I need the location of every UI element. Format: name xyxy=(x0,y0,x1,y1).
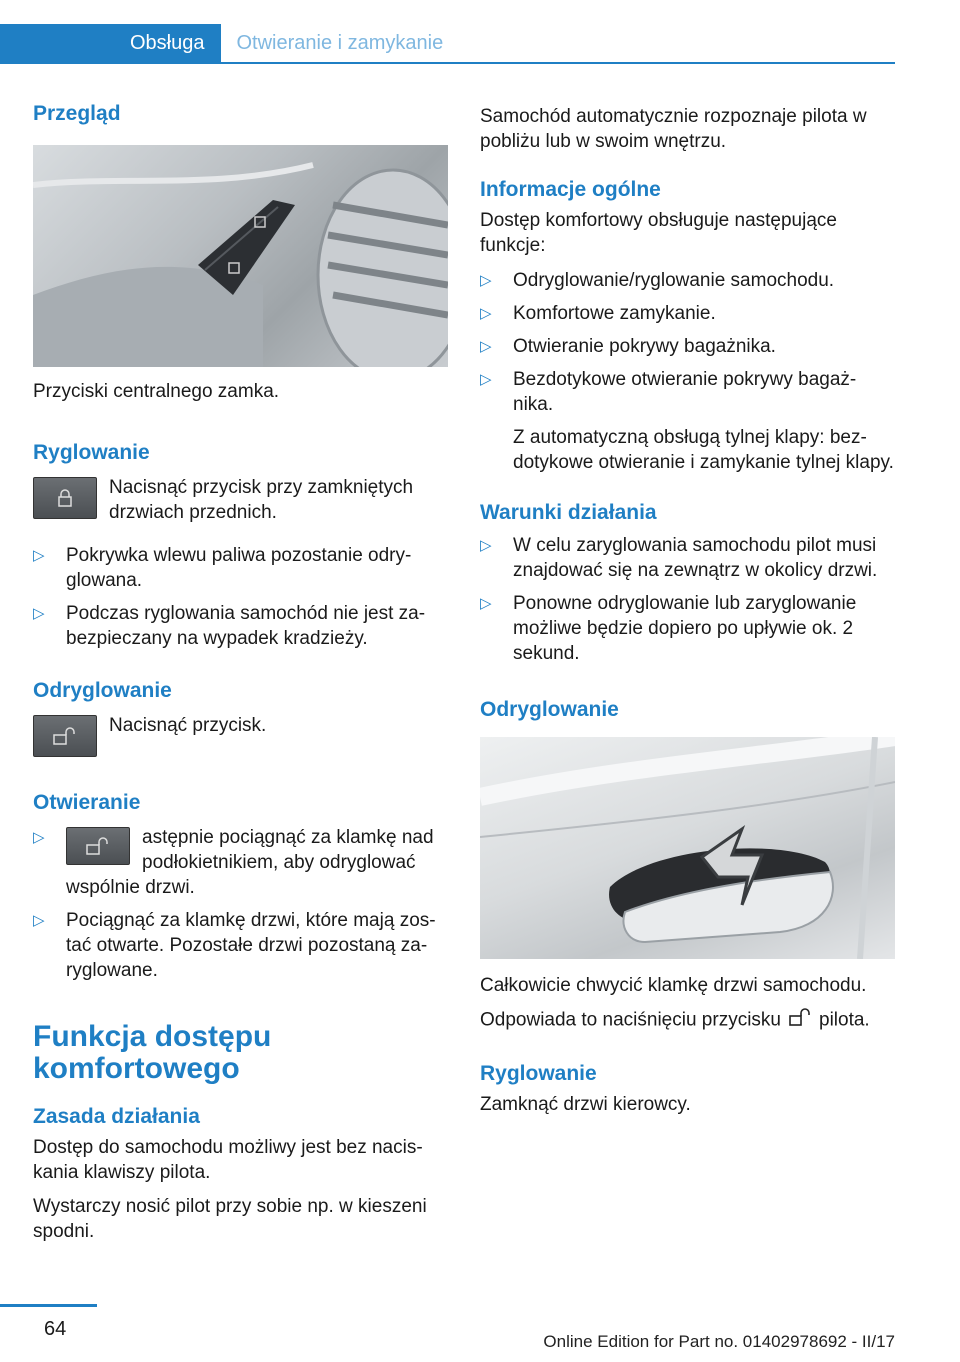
triangle-bullet-icon: ▷ xyxy=(33,605,45,622)
page-number: 64 xyxy=(44,1318,67,1340)
list-item: ▷ Ponowne odryglowanie lub zaryglowanie możliwe będzie dopiero po upływie ok. 2 sekund. xyxy=(480,593,857,664)
unlock-button-icon xyxy=(66,827,130,865)
triangle-bullet-icon: ▷ xyxy=(33,829,45,846)
principle-p2: Wystarczy nosić pilot przy sobie np. w kieszeni spodni. xyxy=(33,1196,427,1242)
triangle-bullet-icon: ▷ xyxy=(480,595,492,612)
intro-text: Samochód automatycznie rozpoznaje pilota w pobliżu lub w swoim wnętrzu. xyxy=(480,106,867,152)
general-text: Dostęp komfortowy obsługuje następujące funkcje: xyxy=(480,210,837,256)
unlock-heading: Odryglowanie xyxy=(480,698,619,721)
triangle-bullet-icon: ▷ xyxy=(480,305,492,322)
unlock-p2: Odpowiada to naciśnięciu przycisku pilota. xyxy=(480,1007,895,1034)
list-item: ▷ Pokrywka wlewu paliwa pozostanie odry-glowana. xyxy=(33,545,412,591)
triangle-bullet-icon: ▷ xyxy=(480,272,492,289)
overview-heading: Przegląd xyxy=(33,102,121,125)
triangle-bullet-icon: ▷ xyxy=(480,338,492,355)
list-item: ▷ astępnie pociągnąć za klamkę nad podłokietnikiem, aby odryglować wspólnie drzwi. xyxy=(33,827,434,898)
open-heading: Otwieranie xyxy=(33,791,141,814)
unlock-p1: Całkowicie chwycić klamkę drzwi samochodu. xyxy=(480,975,867,996)
comfort-access-heading: Funkcja dostępu komfortowego xyxy=(33,1020,272,1085)
right-column xyxy=(480,104,895,1117)
lock-bullet-list xyxy=(33,543,448,651)
overview-caption: Przyciski centralnego zamka. xyxy=(33,381,280,402)
unlock-button-icon xyxy=(33,715,97,757)
footer-divider xyxy=(0,1304,97,1307)
general-bullet-list xyxy=(480,268,895,475)
door-handle-illustration xyxy=(480,737,895,959)
unlock-row xyxy=(33,715,448,757)
list-item: ▷ Pociągnąć za klamkę drzwi, które mają zos-tać otwarte. Pozostałe drzwi pozostaną za-ryglowane. xyxy=(33,910,436,981)
unlock-remote-icon xyxy=(787,1007,813,1034)
list-item: ▷ Bezdotykowe otwieranie pokrywy bagaż-nika. Z automatyczną obsługą tylnej klapy: bez-dotykowe otwieranie i zamykanie tylnej klapy. xyxy=(480,369,894,473)
list-item: ▷ Komfortowe zamykanie. xyxy=(480,303,716,324)
list-item: ▷ W celu zaryglowania samochodu pilot musi znajdować się na zewnątrz w okolicy drzwi. xyxy=(480,535,878,581)
lock-heading: Ryglowanie xyxy=(480,1062,597,1085)
conditions-bullet-list xyxy=(480,533,895,666)
open-bullet-list xyxy=(33,825,448,983)
general-info-heading: Informacje ogólne xyxy=(480,178,661,201)
unlock-text: Nacisnąć przycisk. xyxy=(109,715,267,736)
lock-text: Zamknąć drzwi kierowcy. xyxy=(480,1094,691,1115)
left-column xyxy=(33,100,448,1244)
triangle-bullet-icon: ▷ xyxy=(33,912,45,929)
conditions-heading: Warunki działania xyxy=(480,501,657,524)
principle-heading: Zasada działania xyxy=(33,1105,200,1128)
triangle-bullet-icon: ▷ xyxy=(33,547,45,564)
door-handle-photo xyxy=(480,737,895,959)
principle-p1: Dostęp do samochodu możliwy jest bez nacis-kania klawiszy pilota. xyxy=(33,1137,423,1183)
lock-text: Nacisnąć przycisk przy zamkniętych drzwiach przednich. xyxy=(109,477,414,523)
list-item: ▷ Podczas ryglowania samochód nie jest za-bezpieczany na wypadek kradzieży. xyxy=(33,603,426,649)
lock-button-icon xyxy=(33,477,97,519)
central-lock-buttons-illustration xyxy=(33,145,448,367)
header-tabs xyxy=(0,24,895,64)
triangle-bullet-icon: ▷ xyxy=(480,537,492,554)
list-item: ▷ Otwieranie pokrywy bagażnika. xyxy=(480,336,776,357)
general-sub-text: Z automatyczną obsługą tylnej klapy: bez-dotykowe otwieranie i zamykanie tylnej klapy. xyxy=(513,427,894,473)
lock-heading: Ryglowanie xyxy=(33,441,150,464)
triangle-bullet-icon: ▷ xyxy=(480,371,492,388)
console-photo xyxy=(33,145,448,367)
tab-obsluga[interactable]: Obsługa xyxy=(0,24,221,62)
tab-otwieranie[interactable]: Otwieranie i zamykanie xyxy=(236,32,444,54)
unlock-heading: Odryglowanie xyxy=(33,679,172,702)
footer-edition: Online Edition for Part no. 01402978692 - II/17 xyxy=(543,1332,895,1351)
lock-row xyxy=(33,477,448,525)
list-item: ▷ Odryglowanie/ryglowanie samochodu. xyxy=(480,270,835,291)
